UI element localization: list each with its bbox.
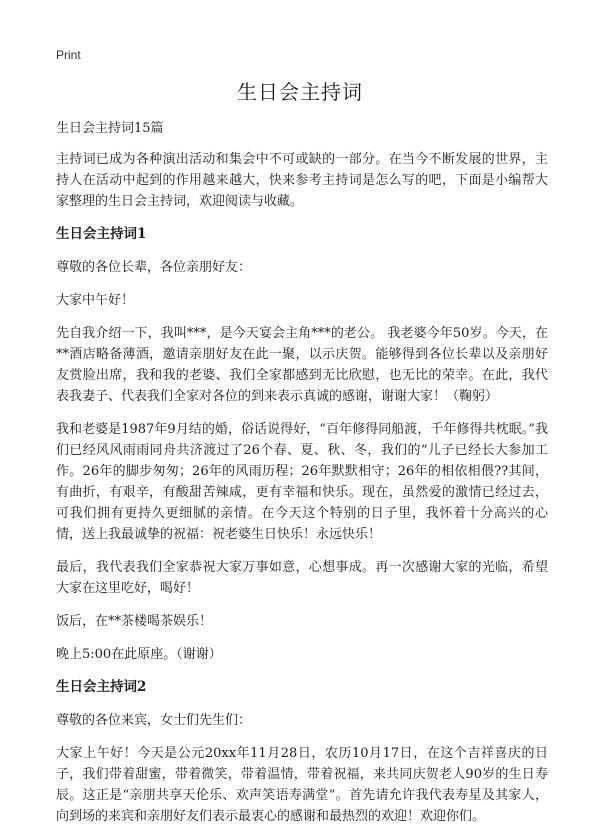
section-1-paragraph: 大家中午好！ xyxy=(56,293,135,308)
section-2-paragraph: 尊敬的各位来宾，女士们先生们： xyxy=(56,713,252,728)
document-body xyxy=(56,118,548,839)
document-title: 生日会主持词 xyxy=(237,80,363,104)
section-1-paragraph: 最后，我代表我们全家恭祝大家万事如意，心想事成。再一次感谢大家的光临，希望大家在这里吃好，喝好！ xyxy=(56,560,548,596)
intro-paragraph: 主持词已成为各种演出活动和集会中不可或缺的一部分。在当今不断发展的世界，主持人在活动中起到的作用越来越大，快来参考主持词是怎么写的吧，下面是小编帮大家整理的生日会主持词，欢迎阅读与收藏。 xyxy=(56,152,548,209)
section-1-paragraph: 我和老婆是1987年9月结的婚，俗话说得好，“百年修得同船渡，千年修得共枕眠。”我们已经风风雨雨同舟共济渡过了26个春、夏、秋、冬，我们的“儿子已经长大参加工作。26年的脚步匆匆；26年的风雨历程；26年默默相守；26年的相依相偎??其间，有曲折，有艰辛，有酸甜苦辣咸，更有幸福和快乐。现在，虽然爱的激情已经过去，可我们拥有更持久更细腻的亲情。在今天这个特别的日子里，我怀着十分高兴的心情，送上我最诚挚的祝福：祝老婆生日快乐！永远快乐！ xyxy=(56,422,548,542)
section-1-paragraph: 晚上5:00在此原座。（谢谢） xyxy=(56,647,222,662)
section-heading-1: 生日会主持词1 xyxy=(56,226,147,242)
document-subtitle: 生日会主持词15篇 xyxy=(56,121,164,136)
section-2-paragraph: 大家上午好！今天是公元20xx年11月28日，农历10月17日，在这个吉祥喜庆的日子，我们带着甜蜜，带着微笑，带着温情，带着祝福，来共同庆贺老人90岁的生日寿辰。这正是“亲朋共享天伦乐、欢声笑语寿满堂”。首先请允许我代表寿星及其家人，向到场的来宾和亲朋好友们表示最衷心的感谢和最热烈的欢迎！欢迎你们。 xyxy=(56,746,548,824)
section-1-paragraph: 先自我介绍一下，我叫***，是今天宴会主角***的老公。 我老婆今年50岁。今天，在**酒店略备薄酒，邀请亲朋好友在此一聚，以示庆贺。能够得到各位长辈以及亲朋好友赏脸出席，我和我的老婆、我们全家都感到无比欣慰，也无比的荣幸。在此，我代表我妻子、代表我们全家对各位的到来表示真诚的感谢，谢谢大家！（鞠躬） xyxy=(56,326,548,404)
section-heading-2: 生日会主持词2 xyxy=(56,679,147,695)
section-1-paragraph: 尊敬的各位长辈，各位亲朋好友： xyxy=(56,260,252,275)
section-1-paragraph: 饭后，在**茶楼喝茶娱乐！ xyxy=(56,614,213,629)
print-link[interactable]: Print xyxy=(56,48,81,62)
